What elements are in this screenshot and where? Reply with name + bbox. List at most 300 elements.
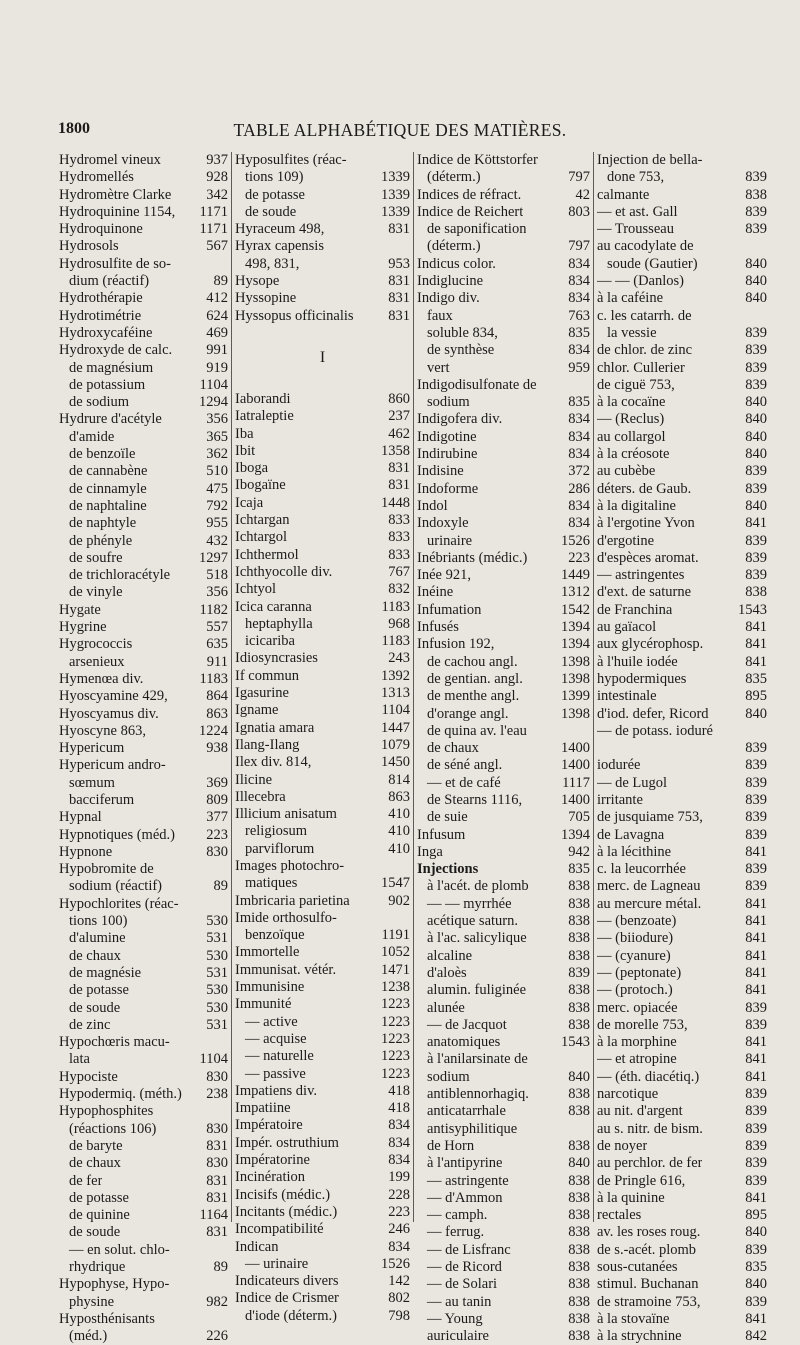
entry-term: Inée 921, <box>417 567 471 584</box>
entry-term: Hygrine <box>59 619 107 636</box>
entry-page-ref: 362 <box>206 446 228 463</box>
entry-term: Hygate <box>59 601 101 618</box>
entry-page-ref: 863 <box>388 788 410 805</box>
entry-term: de morelle 753, <box>597 1016 688 1033</box>
entry-term: — naturelle <box>245 1048 314 1065</box>
entry-page-ref: 432 <box>206 532 228 549</box>
entry-page-ref: 937 <box>206 152 228 168</box>
entry-page-ref: 839 <box>745 809 767 826</box>
index-entry <box>235 1117 410 1134</box>
index-entry <box>235 685 410 702</box>
entry-term: de soude <box>245 203 297 220</box>
index-entry <box>417 1311 590 1328</box>
entry-page-ref: 839 <box>745 1137 767 1154</box>
entry-term: Hydrothérapie <box>59 290 143 307</box>
entry-term: stimul. Buchanan <box>597 1276 699 1293</box>
entry-page-ref: 841 <box>745 964 767 981</box>
entry-term: de fer <box>69 1172 103 1189</box>
entry-page-ref: 510 <box>206 463 228 480</box>
index-entry <box>59 308 228 325</box>
entry-term: de quinine <box>69 1207 130 1224</box>
entry-term: Impatiens div. <box>235 1082 318 1099</box>
index-entry <box>597 809 767 826</box>
entry-page-ref: 531 <box>206 1016 228 1033</box>
entry-term: de Lavagna <box>597 826 665 843</box>
index-entry <box>235 927 410 944</box>
entry-page-ref: 803 <box>568 203 590 220</box>
entry-page-ref: 841 <box>745 947 767 964</box>
index-entry <box>597 1034 767 1051</box>
entry-page-ref: 839 <box>745 567 767 584</box>
entry-page-ref: 530 <box>206 999 228 1016</box>
index-entry <box>59 446 228 463</box>
entry-page-ref: 763 <box>568 307 590 324</box>
entry-page-ref: 838 <box>568 878 590 895</box>
index-entry <box>417 1069 590 1086</box>
entry-term: Hydromellés <box>59 169 134 186</box>
entry-page-ref: 830 <box>206 1120 228 1137</box>
entry-page-ref: 410 <box>388 806 410 823</box>
index-entry <box>235 1308 410 1325</box>
entry-term: tions 100) <box>69 913 128 930</box>
index-entry <box>235 1187 410 1204</box>
index-entry <box>235 152 410 169</box>
entry-term: — d'Ammon <box>427 1189 503 1206</box>
entry-term: Illicium anisatum <box>235 806 337 823</box>
entry-term: Hypnone <box>59 843 113 860</box>
entry-page-ref: 831 <box>206 1189 228 1206</box>
entry-page-ref: 839 <box>745 999 767 1016</box>
index-entry <box>59 1259 228 1276</box>
entry-page-ref: 530 <box>206 913 228 930</box>
entry-page-ref: 838 <box>745 584 767 601</box>
entry-term: Illecebra <box>235 788 286 805</box>
index-entry <box>597 654 767 671</box>
index-entry <box>235 1152 410 1169</box>
index-entry <box>235 875 410 892</box>
index-entry <box>597 1242 767 1259</box>
index-entry <box>417 187 590 204</box>
index-entry <box>597 1086 767 1103</box>
entry-term: Inébriants (médic.) <box>417 549 528 566</box>
entry-term: — urinaire <box>245 1255 309 1272</box>
entry-term: Infusion 192, <box>417 636 495 653</box>
entry-page-ref: 624 <box>206 307 228 324</box>
index-entry <box>597 1051 767 1068</box>
entry-page-ref: 834 <box>568 290 590 307</box>
entry-page-ref: 834 <box>388 1238 410 1255</box>
index-entry <box>417 1138 590 1155</box>
entry-term: arsenieux <box>69 653 125 670</box>
entry-page-ref: 841 <box>745 515 767 532</box>
entry-page-ref: 838 <box>568 1328 590 1345</box>
entry-term: de naphtyle <box>69 515 137 532</box>
entry-term: de potassium <box>69 376 146 393</box>
index-entry <box>235 1066 410 1083</box>
entry-page-ref: 1394 <box>561 619 590 636</box>
entry-term: — (Reclus) <box>597 411 665 428</box>
entry-term: Immunisat. vétér. <box>235 961 337 978</box>
entry-page-ref: 839 <box>745 1155 767 1172</box>
entry-term: de soude <box>69 1224 121 1241</box>
entry-term: d'alumine <box>69 930 126 947</box>
index-entry <box>597 550 767 567</box>
entry-term: de Stearns 1116, <box>427 791 523 808</box>
index-entry <box>417 740 590 757</box>
index-entry <box>235 806 410 823</box>
entry-term: Hyraceum 498, <box>235 221 325 238</box>
entry-term: Images photochro- <box>235 857 345 874</box>
entry-page-ref: 199 <box>388 1169 410 1186</box>
entry-term: alcaline <box>427 947 473 964</box>
entry-page-ref: 840 <box>568 1155 590 1172</box>
index-entry <box>417 896 590 913</box>
entry-term: dium (réactif) <box>69 273 150 290</box>
entry-term: — et ast. Gall <box>597 203 678 220</box>
entry-page-ref: 839 <box>745 376 767 393</box>
entry-term: — ferrug. <box>427 1224 485 1241</box>
index-entry <box>59 481 228 498</box>
index-entry <box>597 204 767 221</box>
index-entry <box>59 1017 228 1034</box>
index-entry <box>235 962 410 979</box>
entry-term: Incisifs (médic.) <box>235 1186 331 1203</box>
index-entry <box>417 411 590 428</box>
index-entry <box>417 775 590 792</box>
entry-term: — camph. <box>427 1207 488 1224</box>
entry-page-ref: 1400 <box>561 740 590 757</box>
entry-page-ref: 839 <box>745 791 767 808</box>
index-entry <box>235 1256 410 1273</box>
index-entry <box>417 1121 590 1138</box>
entry-page-ref: 838 <box>568 1137 590 1154</box>
index-entry <box>59 463 228 480</box>
index-entry <box>597 1121 767 1138</box>
entry-page-ref: 531 <box>206 930 228 947</box>
entry-page-ref: 462 <box>388 425 410 442</box>
index-entry <box>235 547 410 564</box>
index-entry <box>59 1121 228 1138</box>
entry-page-ref: 841 <box>745 1068 767 1085</box>
entry-term: — et de café <box>427 774 501 791</box>
index-entry <box>235 1239 410 1256</box>
entry-term: — active <box>245 1013 298 1030</box>
entry-term: Hydrure d'acétyle <box>59 411 162 428</box>
entry-term: antiblennorhagiq. <box>427 1086 529 1103</box>
page-title: TABLE ALPHABÉTIQUE DES MATIÈRES. <box>233 120 567 140</box>
entry-term: anatomiques <box>427 1034 501 1051</box>
entry-page-ref: 911 <box>206 653 228 670</box>
entry-term: de chlor. de zinc <box>597 342 693 359</box>
index-entry <box>235 308 410 325</box>
entry-page-ref: 802 <box>388 1290 410 1307</box>
entry-term: de baryte <box>69 1137 123 1154</box>
entry-term: Injection de bella- <box>597 152 703 168</box>
entry-page-ref: 839 <box>745 480 767 497</box>
entry-term: Hypochœris macu- <box>59 1034 170 1051</box>
index-entry <box>59 654 228 671</box>
entry-term: av. les roses roug. <box>597 1224 701 1241</box>
entry-page-ref: 841 <box>745 653 767 670</box>
index-entry <box>597 913 767 930</box>
entry-term: Infusum <box>417 826 466 843</box>
entry-term: à la quinine <box>597 1189 665 1206</box>
entry-term: au nit. d'argent <box>597 1103 683 1120</box>
index-entry <box>417 446 590 463</box>
index-entry <box>59 1086 228 1103</box>
index-entry <box>59 878 228 895</box>
index-entry <box>417 238 590 255</box>
entry-term: c. la leucorrhée <box>597 861 686 878</box>
entry-page-ref: 840 <box>745 1224 767 1241</box>
entry-term: Immunisine <box>235 979 305 996</box>
entry-page-ref: 838 <box>745 186 767 203</box>
entry-term: rectales <box>597 1207 642 1224</box>
entry-page-ref: 89 <box>213 1259 228 1275</box>
index-entry <box>417 1224 590 1241</box>
index-entry <box>417 602 590 619</box>
entry-page-ref: 530 <box>206 947 228 964</box>
entry-page-ref: 839 <box>745 1086 767 1103</box>
entry-page-ref: 418 <box>388 1082 410 1099</box>
index-entry <box>59 1155 228 1172</box>
entry-page-ref: 705 <box>568 809 590 826</box>
entry-term: faux <box>427 307 453 324</box>
entry-term: Igasurine <box>235 685 289 702</box>
entry-term: de Horn <box>427 1137 475 1154</box>
index-entry <box>417 360 590 377</box>
entry-page-ref: 831 <box>388 221 410 238</box>
index-entry <box>59 757 228 774</box>
index-entry <box>417 809 590 826</box>
index-entry <box>235 737 410 754</box>
index-entry <box>597 463 767 480</box>
index-entry <box>59 238 228 255</box>
index-entry <box>235 290 410 307</box>
entry-term: hypodermiques <box>597 670 687 687</box>
entry-term: — (biiodure) <box>597 930 674 947</box>
entry-page-ref: 1542 <box>561 601 590 618</box>
entry-term: au perchlor. de fer <box>597 1155 703 1172</box>
entry-term: d'aloès <box>427 964 467 981</box>
entry-term: Hyssopus officinalis <box>235 307 354 324</box>
index-entry <box>235 460 410 477</box>
entry-page-ref: 840 <box>745 255 767 272</box>
index-entry <box>235 529 410 546</box>
entry-page-ref: 838 <box>568 1259 590 1275</box>
entry-term: de phényle <box>69 532 133 549</box>
entry-term: Hypochlorites (réac- <box>59 895 179 912</box>
entry-term: d'iod. defer, Ricord <box>597 705 709 722</box>
entry-term: Immortelle <box>235 944 300 961</box>
entry-page-ref: 831 <box>388 460 410 477</box>
entry-page-ref: 831 <box>388 273 410 290</box>
entry-term: Inéine <box>417 584 454 601</box>
entry-term: au s. nitr. de bism. <box>597 1120 703 1137</box>
entry-term: irritante <box>597 791 643 808</box>
entry-page-ref: 835 <box>745 1259 767 1275</box>
index-entry <box>417 152 590 169</box>
index-entry <box>59 394 228 411</box>
entry-term: d'ext. de saturne <box>597 584 692 601</box>
index-entry <box>417 913 590 930</box>
index-entry <box>235 371 410 391</box>
entry-term: Hysope <box>235 273 280 290</box>
entry-term: Hymenœa div. <box>59 670 144 687</box>
entry-term: de vinyle <box>69 584 123 601</box>
index-entry <box>417 515 590 532</box>
entry-term: — acquise <box>245 1030 307 1047</box>
entry-term: soluble 834, <box>427 324 498 341</box>
entry-page-ref: 840 <box>745 394 767 411</box>
entry-term: Hydroxyde de calc. <box>59 342 173 359</box>
entry-page-ref: 839 <box>745 826 767 843</box>
index-entry <box>235 720 410 737</box>
entry-term: (réactions 106) <box>69 1120 157 1137</box>
index-entry <box>59 1051 228 1068</box>
entry-term: Hypociste <box>59 1068 118 1085</box>
entry-term: parviflorum <box>245 840 315 857</box>
entry-term: c. les catarrh. de <box>597 307 692 324</box>
entry-term: déters. de Gaub. <box>597 480 692 497</box>
entry-page-ref: 223 <box>388 1203 410 1220</box>
entry-term: d'orange angl. <box>427 705 509 722</box>
entry-term: Indicus color. <box>417 255 496 272</box>
index-entry <box>597 446 767 463</box>
entry-page-ref: 1312 <box>561 584 590 601</box>
index-entry <box>417 671 590 688</box>
entry-page-ref: 89 <box>213 878 228 895</box>
entry-term: Indigofera div. <box>417 411 503 428</box>
entry-term: Hyssopine <box>235 290 297 307</box>
index-entry <box>597 619 767 636</box>
index-entry <box>417 377 590 394</box>
entry-term: Indicateurs divers <box>235 1273 339 1290</box>
entry-term: Incinération <box>235 1169 306 1186</box>
index-entry <box>417 723 590 740</box>
index-entry <box>59 861 228 878</box>
index-entry <box>59 325 228 342</box>
entry-page-ref: 1117 <box>562 774 590 791</box>
index-entry <box>597 878 767 895</box>
entry-page-ref: 839 <box>745 1120 767 1137</box>
index-entry <box>235 893 410 910</box>
index-entry <box>597 1138 767 1155</box>
entry-term: calmante <box>597 186 650 203</box>
entry-term: de quina av. l'eau <box>427 722 527 739</box>
entry-term: Iba <box>235 425 254 442</box>
index-entry <box>597 965 767 982</box>
index-entry <box>597 827 767 844</box>
index-entry <box>417 1000 590 1017</box>
entry-page-ref: 1471 <box>381 961 410 978</box>
entry-term: à la strychnine <box>597 1328 682 1345</box>
entry-term: matiques <box>245 875 298 892</box>
index-entry <box>597 982 767 999</box>
index-entry <box>417 878 590 895</box>
index-entry <box>235 599 410 616</box>
entry-page-ref: 839 <box>745 169 767 186</box>
entry-term: de cinnamyle <box>69 480 147 497</box>
entry-term: acétique saturn. <box>427 913 518 930</box>
entry-page-ref: 839 <box>745 203 767 220</box>
entry-term: vert <box>427 359 450 376</box>
entry-term: — de Lisfranc <box>427 1241 511 1258</box>
entry-page-ref: 834 <box>568 411 590 428</box>
index-entry <box>59 965 228 982</box>
index-entry <box>59 1242 228 1259</box>
entry-term: — (peptonate) <box>597 964 682 981</box>
entry-term: — au tanin <box>427 1293 492 1310</box>
entry-term: — de Solari <box>427 1276 498 1293</box>
index-entry <box>235 564 410 581</box>
entry-page-ref: 142 <box>388 1273 410 1290</box>
entry-page-ref: 814 <box>388 771 410 788</box>
index-entry <box>235 391 410 408</box>
index-entry <box>59 1173 228 1190</box>
entry-page-ref: 475 <box>206 480 228 497</box>
entry-page-ref: 838 <box>568 1310 590 1327</box>
entry-term: — (éth. diacétiq.) <box>597 1068 700 1085</box>
index-entry <box>597 187 767 204</box>
entry-page-ref: 1399 <box>561 688 590 705</box>
entry-page-ref: 838 <box>568 913 590 930</box>
entry-page-ref: 1400 <box>561 791 590 808</box>
index-entry <box>235 772 410 789</box>
page-number: 1800 <box>58 120 90 137</box>
entry-page-ref: 902 <box>388 892 410 909</box>
index-entry <box>235 702 410 719</box>
entry-term: — de potass. ioduré <box>597 722 713 739</box>
entry-term: de menthe angl. <box>427 688 520 705</box>
entry-page-ref: 991 <box>206 342 228 359</box>
entry-page-ref: 237 <box>388 408 410 425</box>
entry-term: Hyposulfites (réac- <box>235 152 347 168</box>
entry-page-ref: 1526 <box>561 532 590 549</box>
index-entry <box>235 238 410 255</box>
index-entry <box>597 533 767 550</box>
index-entry <box>59 584 228 601</box>
entry-page-ref: 831 <box>388 290 410 307</box>
entry-term: — — (Danlos) <box>597 273 684 290</box>
entry-page-ref: 530 <box>206 982 228 999</box>
entry-page-ref: 1079 <box>381 736 410 753</box>
index-entry <box>59 948 228 965</box>
entry-term: de s.-acét. plomb <box>597 1241 697 1258</box>
entry-term: de cannabène <box>69 463 148 480</box>
index-entry <box>417 256 590 273</box>
entry-page-ref: 1394 <box>561 826 590 843</box>
index-entry <box>597 896 767 913</box>
entry-page-ref: 1297 <box>199 549 228 566</box>
entry-term: Indiglucine <box>417 273 484 290</box>
index-entry <box>59 913 228 930</box>
entry-page-ref: 942 <box>568 843 590 860</box>
entry-page-ref: 223 <box>568 549 590 566</box>
entry-page-ref: 1171 <box>199 203 228 220</box>
entry-term: (déterm.) <box>427 238 481 255</box>
index-entry <box>235 443 410 460</box>
entry-term: Indol <box>417 497 448 514</box>
entry-term: de gentian. angl. <box>427 670 523 687</box>
index-entry <box>597 256 767 273</box>
index-entry <box>417 1242 590 1259</box>
entry-page-ref: 1171 <box>199 221 228 238</box>
index-entry <box>597 636 767 653</box>
entry-term: d'amide <box>69 428 115 445</box>
entry-term: Igname <box>235 702 279 719</box>
entry-term: — Young <box>427 1310 483 1327</box>
